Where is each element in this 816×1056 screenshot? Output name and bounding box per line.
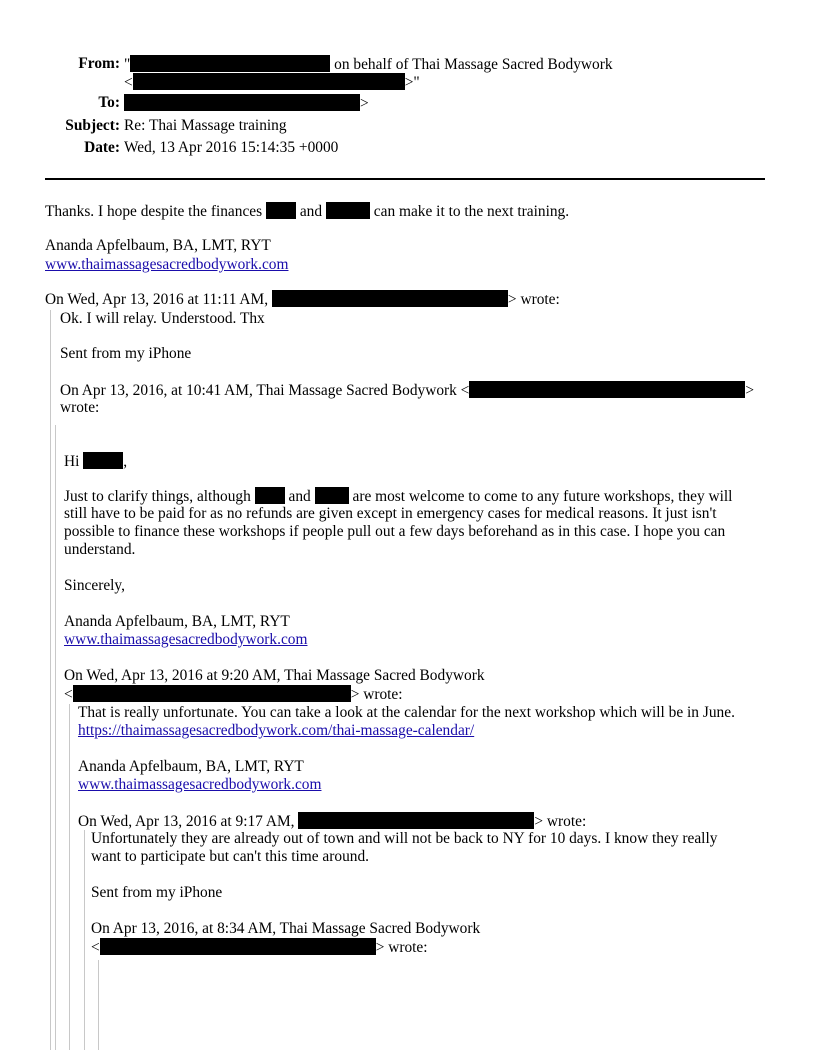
header-divider: [45, 178, 765, 180]
quote-2-paragraph-line-1: Just to clarify things, although and are most welcome to come to any future workshops, they will: [64, 488, 733, 505]
redaction-bar: [326, 202, 370, 219]
quote-2-hi: Hi ,: [64, 453, 128, 470]
calendar-link[interactable]: https://thaimassagesacredbodywork.com/thai-massage-calendar/: [78, 722, 475, 739]
redaction-bar: [315, 487, 349, 504]
redaction-bar: [130, 55, 330, 72]
redaction-bar: [73, 685, 351, 702]
quote-4-intro: On Wed, Apr 13, 2016 at 9:17 AM, > wrote:: [78, 813, 587, 830]
quote-2-signature-name: Ananda Apfelbaum, BA, LMT, RYT: [64, 613, 290, 630]
subject-value: Re: Thai Massage training: [124, 117, 287, 134]
date-label: Date:: [84, 139, 120, 156]
signature-name: Ananda Apfelbaum, BA, LMT, RYT: [45, 237, 271, 254]
date-value: Wed, 13 Apr 2016 15:14:35 +0000: [124, 139, 339, 156]
quote-bar-4: [84, 830, 85, 1050]
quote-4-sent: Sent from my iPhone: [91, 884, 223, 901]
redaction-bar: [124, 94, 360, 111]
from-value: " on behalf of Thai Massage Sacred Bodywork: [124, 56, 613, 73]
quote-1-intro: On Wed, Apr 13, 2016 at 11:11 AM, > wrote:: [45, 291, 560, 308]
quote-3-signature-link[interactable]: www.thaimassagesacredbodywork.com: [78, 776, 322, 793]
quote-2-signature-link[interactable]: www.thaimassagesacredbodywork.com: [64, 631, 308, 648]
quote-bar-1: [50, 310, 51, 1050]
redaction-bar: [133, 73, 405, 90]
quote-2-paragraph-line-3: possible to finance these workshops if people pull out a few days beforehand as in this case. I hope you can: [64, 523, 726, 540]
quote-2-intro: On Apr 13, 2016, at 10:41 AM, Thai Massage Sacred Bodywork < >: [60, 382, 755, 399]
quote-5-intro: On Apr 13, 2016, at 8:34 AM, Thai Massage Sacred Bodywork: [91, 920, 481, 937]
to-value: >: [124, 94, 369, 113]
redaction-bar: [469, 381, 745, 398]
redaction-bar: [100, 938, 376, 955]
quote-bar-2: [55, 425, 56, 1050]
quote-3-intro-address: < > wrote:: [64, 686, 403, 703]
quote-4-line-1: Unfortunately they are already out of town and will not be back to NY for 10 days. I know they really: [91, 830, 718, 847]
signature-link[interactable]: www.thaimassagesacredbodywork.com: [45, 256, 289, 273]
quote-2-paragraph-line-2: still have to be paid for as no refunds are given except in emergency cases for medical reasons. It just isn't: [64, 505, 717, 522]
quote-bar-3: [69, 704, 70, 1050]
from-behalf: on behalf of Thai Massage Sacred Bodywork: [334, 56, 613, 73]
to-label: To:: [98, 94, 120, 111]
body-line-1: Thanks. I hope despite the finances and can make it to the next training.: [45, 203, 570, 220]
quote-3-signature-name: Ananda Apfelbaum, BA, LMT, RYT: [78, 758, 304, 775]
quote-2-intro-wrote: wrote:: [60, 399, 100, 416]
subject-label: Subject:: [65, 117, 120, 134]
quote-1-sent: Sent from my iPhone: [60, 345, 192, 362]
quote-2-paragraph-line-4: understand.: [64, 541, 136, 558]
quote-1-line: Ok. I will relay. Understood. Thx: [60, 310, 265, 327]
from-label: From:: [78, 55, 120, 72]
from-address: < >": [124, 74, 420, 91]
redaction-bar: [272, 290, 508, 307]
quote-2-sincerely: Sincerely,: [64, 577, 125, 594]
quote-3-line: That is really unfortunate. You can take a look at the calendar for the next workshop which will be in June.: [78, 704, 735, 721]
redaction-bar: [255, 487, 285, 504]
redaction-bar: [266, 202, 296, 219]
redaction-bar: [298, 812, 534, 829]
quote-3-intro: On Wed, Apr 13, 2016 at 9:20 AM, Thai Massage Sacred Bodywork: [64, 667, 485, 684]
redaction-bar: [83, 452, 123, 469]
quote-bar-5: [98, 960, 99, 1050]
quote-5-intro-address: < > wrote:: [91, 939, 428, 956]
quote-4-line-2: want to participate but can't this time around.: [91, 848, 370, 865]
